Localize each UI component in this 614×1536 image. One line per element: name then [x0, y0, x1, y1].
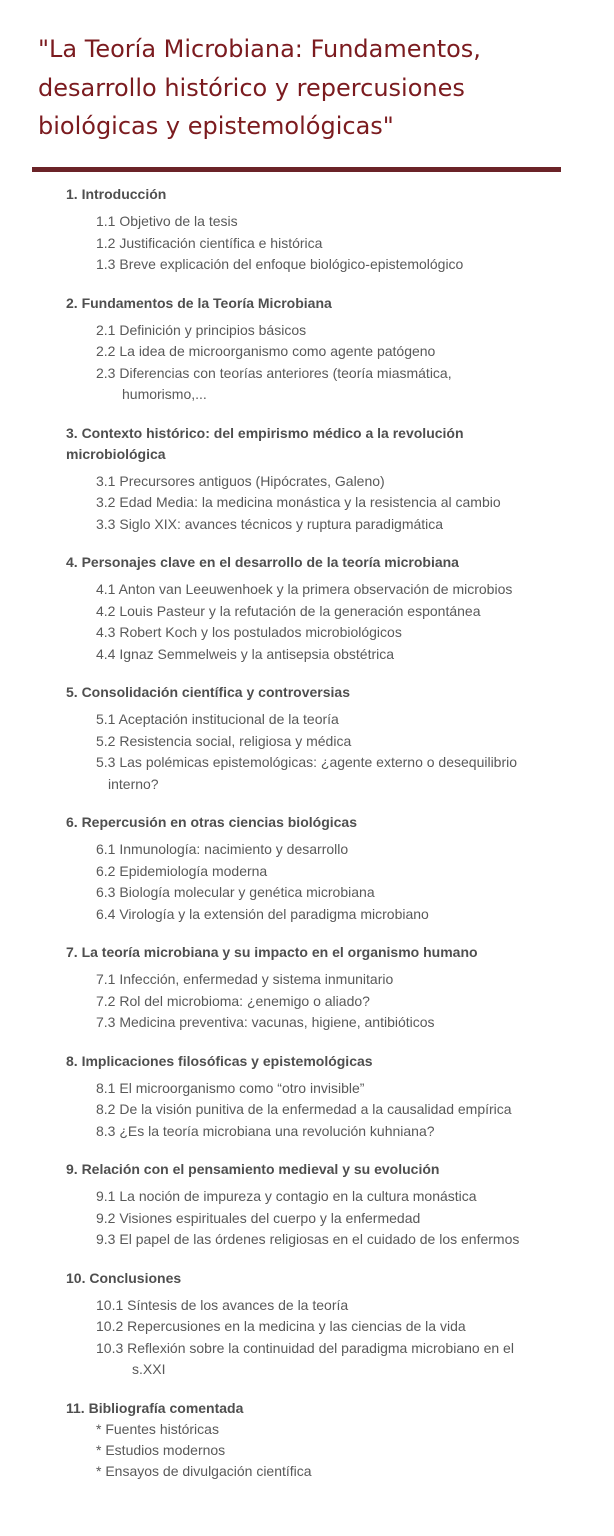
toc-item [66, 1338, 566, 1381]
toc-section-10 [66, 1268, 566, 1381]
toc-item-continuation: s.XXI [132, 1361, 166, 1377]
toc-item-text: 5.3 Las polémicas epistemológicas: ¿agente externo o desequilibrio [96, 754, 518, 770]
toc-item: 1.2 Justificación científica e histórica [96, 234, 323, 251]
toc-item: 1.1 Objetivo de la tesis [96, 213, 238, 229]
toc-item: 9.2 Visiones espirituales del cuerpo y la enfermedad [96, 1209, 421, 1226]
section-title: 10. Conclusiones [66, 1269, 182, 1286]
toc-item: 4.3 Robert Koch y los postulados microbiológicos [96, 624, 402, 640]
toc-item: 8.3 ¿Es la teoría microbiana una revolución kuhniana? [96, 1122, 435, 1139]
bibliography-item: * Estudios modernos [96, 1441, 226, 1458]
toc-item-continuation: interno? [108, 775, 159, 792]
toc-item: 3.3 Siglo XIX: avances técnicos y ruptura paradigmática [96, 515, 444, 532]
section-title: 11. Bibliografía comentada [66, 1399, 244, 1416]
toc-item: 4.1 Anton van Leeuwenhoek y la primera observación de microbios [96, 581, 513, 597]
toc-item: 9.3 El papel de las órdenes religiosas en el cuidado de los enfermos [96, 1231, 520, 1247]
toc-section-3 [66, 423, 566, 536]
section-title: 7. La teoría microbiana y su impacto en el organismo humano [66, 944, 478, 960]
toc-section-11 [66, 1398, 566, 1482]
toc-section-9 [66, 1159, 566, 1251]
toc-item: 5.2 Resistencia social, religiosa y médica [96, 732, 352, 749]
toc-item: 7.3 Medicina preventiva: vacunas, higiene, antibióticos [96, 1014, 435, 1030]
toc-section-5 [66, 682, 566, 795]
toc-item: 3.2 Edad Media: la medicina monástica y la resistencia al cambio [96, 494, 501, 510]
section-title: 2. Fundamentos de la Teoría Microbiana [66, 294, 332, 311]
toc-item [66, 363, 566, 406]
toc-item: 4.4 Ignaz Semmelweis y la antisepsia obstétrica [96, 645, 395, 662]
toc-item: 8.1 El microorganismo como “otro invisible” [96, 1079, 365, 1096]
toc-item: 2.2 La idea de microorganismo como agente patógeno [96, 343, 436, 359]
toc-item: 6.1 Inmunología: nacimiento y desarrollo [96, 841, 349, 857]
section-title: 6. Repercusión en otras ciencias biológicas [66, 814, 357, 830]
toc-item-continuation: humorismo,... [122, 386, 207, 402]
toc-item: 8.2 De la visión punitiva de la enfermedad a la causalidad empírica [96, 1101, 512, 1117]
toc-item: 7.2 Rol del microbioma: ¿enemigo o aliado? [96, 992, 370, 1009]
toc-section-7 [66, 942, 566, 1034]
toc-item [66, 752, 566, 795]
toc-item: 1.3 Breve explicación del enfoque biológico-epistemológico [96, 256, 464, 272]
section-title: 3. Contexto histórico: del empirismo médico a la revolución microbiológica [66, 424, 464, 462]
toc-item: 10.2 Repercusiones en la medicina y las ciencias de la vida [96, 1318, 466, 1334]
title-divider [32, 167, 561, 172]
toc-section-1 [66, 184, 566, 276]
toc-item: 6.3 Biología molecular y genética microbiana [96, 884, 375, 900]
toc-section-8 [66, 1051, 566, 1143]
toc-item: 4.2 Louis Pasteur y la refutación de la generación espontánea [96, 602, 481, 619]
toc-item-text: 10.3 Reflexión sobre la continuidad del paradigma microbiano en el [96, 1339, 514, 1356]
section-title: 5. Consolidación científica y controversias [66, 684, 350, 700]
document-title: "La Teoría Microbiana: Fundamentos, desarrollo histórico y repercusiones biológicas y epistemológicas" [38, 35, 481, 140]
toc-item: 2.1 Definición y principios básicos [96, 321, 307, 338]
toc-item: 6.4 Virología y la extensión del paradigma microbiano [96, 905, 429, 922]
toc-item: 5.1 Aceptación institucional de la teoría [96, 711, 339, 727]
toc-section-2 [66, 293, 566, 406]
toc-item-text: 2.3 Diferencias con teorías anteriores (teoría miasmática, [96, 364, 452, 381]
toc-section-4 [66, 552, 566, 665]
section-title: 8. Implicaciones filosóficas y epistemológicas [66, 1052, 373, 1069]
table-of-contents [66, 184, 566, 1499]
toc-item: 6.2 Epidemiología moderna [96, 862, 268, 879]
toc-item: 10.1 Síntesis de los avances de la teoría [96, 1296, 349, 1313]
toc-section-6 [66, 812, 566, 925]
section-title: 4. Personajes clave en el desarrollo de la teoría microbiana [66, 554, 459, 570]
bibliography-item: * Fuentes históricas [96, 1420, 219, 1437]
toc-item: 9.1 La noción de impureza y contagio en la cultura monástica [96, 1188, 477, 1204]
section-title: 1. Introducción [66, 186, 167, 202]
section-title: 9. Relación con el pensamiento medieval y su evolución [66, 1161, 440, 1177]
toc-item: 3.1 Precursores antiguos (Hipócrates, Galeno) [96, 472, 385, 489]
toc-item: 7.1 Infección, enfermedad y sistema inmunitario [96, 971, 394, 987]
bibliography-item: * Ensayos de divulgación científica [96, 1462, 312, 1479]
